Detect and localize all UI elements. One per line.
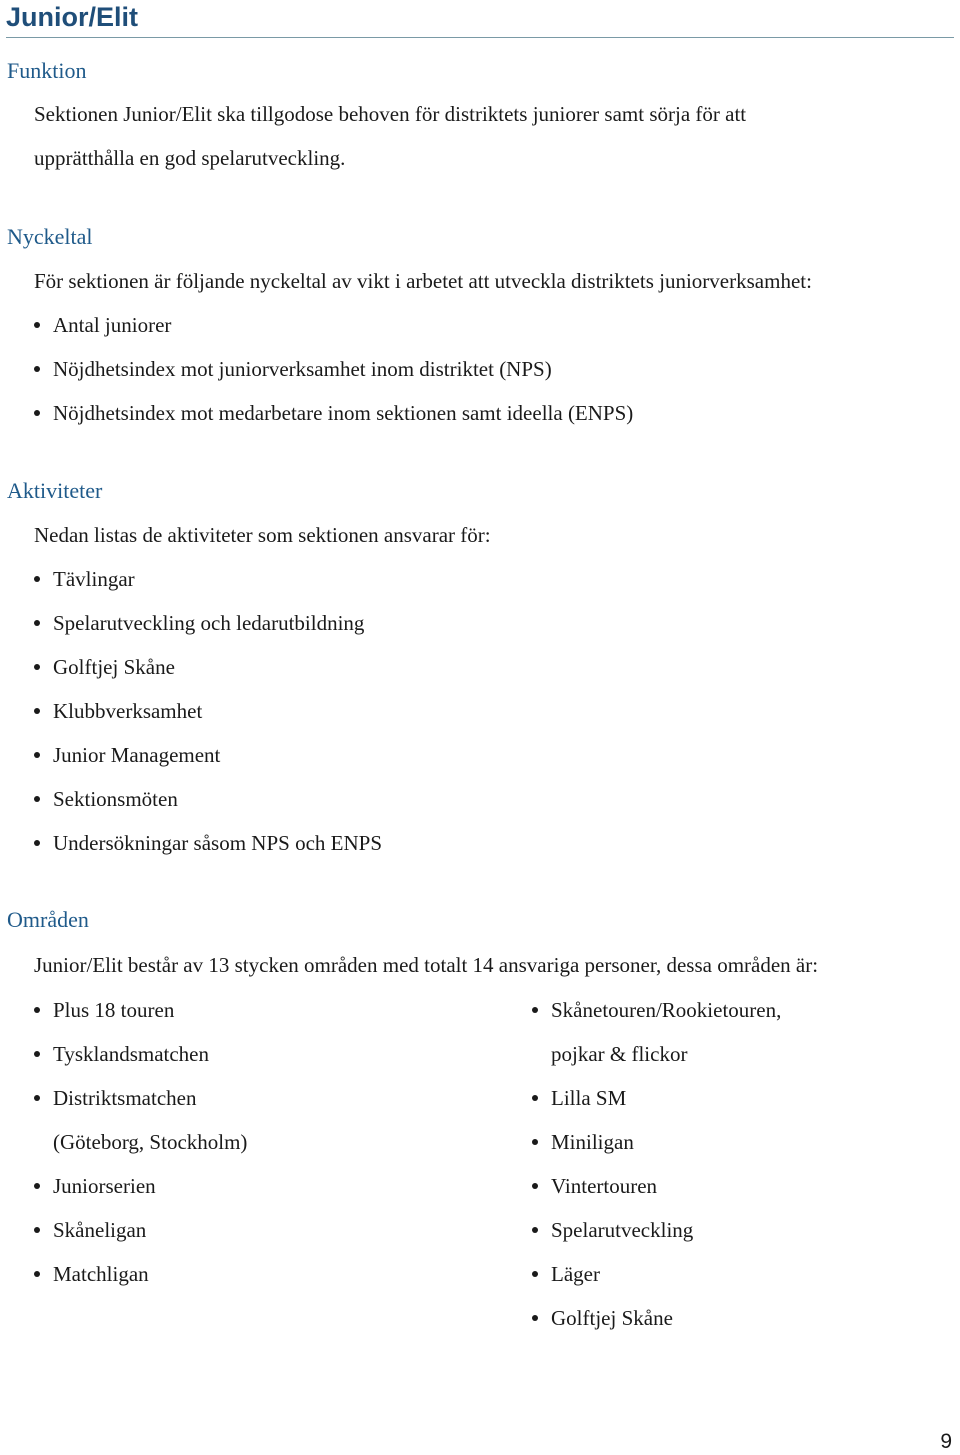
bullet-icon [34, 1227, 40, 1233]
bullet-icon [532, 1095, 538, 1101]
section-heading-aktiviteter: Aktiviteter [7, 478, 103, 503]
bullet-icon [532, 1271, 538, 1277]
aktiviteter-list [34, 557, 382, 865]
title-divider [6, 37, 954, 38]
list-item: Plus 18 touren [34, 988, 247, 1032]
aktiviteter-intro: Nedan listas de aktiviteter som sektionen ansvarar för: [34, 523, 491, 547]
bullet-icon [34, 322, 40, 328]
list-item: Vintertouren [532, 1164, 781, 1208]
page-number: 9 [940, 1430, 952, 1453]
list-item: Skånetouren/Rookietouren, [532, 988, 781, 1032]
list-item: Junior Management [34, 733, 382, 777]
list-item: Sektionsmöten [34, 777, 382, 821]
list-item: Nöjdhetsindex mot juniorverksamhet inom distriktet (NPS) [34, 347, 633, 391]
bullet-icon [34, 708, 40, 714]
bullet-icon [532, 1139, 538, 1145]
nyckeltal-list [34, 303, 633, 435]
bullet-icon [34, 410, 40, 416]
list-item-continuation: (Göteborg, Stockholm) [53, 1130, 248, 1154]
bullet-icon [34, 366, 40, 372]
list-item: Lilla SM [532, 1076, 781, 1120]
list-item: Miniligan [532, 1120, 781, 1164]
funktion-text-line-1: Sektionen Junior/Elit ska tillgodose behoven för distriktets juniorer samt sörja för att [34, 102, 747, 126]
omraden-intro: Junior/Elit består av 13 stycken områden med totalt 14 ansvariga personer, dessa områden är: [34, 953, 819, 977]
bullet-icon [34, 664, 40, 670]
section-heading-funktion: Funktion [7, 58, 87, 83]
list-item: Juniorserien [34, 1164, 247, 1208]
nyckeltal-intro: För sektionen är följande nyckeltal av vikt i arbetet att utveckla distriktets juniorverksamhet: [34, 269, 812, 293]
funktion-text-line-2: upprätthålla en god spelarutveckling. [34, 146, 346, 170]
omraden-list-left [34, 988, 247, 1296]
list-item: Antal juniorer [34, 303, 633, 347]
list-item-continuation: pojkar & flickor [551, 1042, 688, 1066]
list-item: Nöjdhetsindex mot medarbetare inom sektionen samt ideella (ENPS) [34, 391, 633, 435]
bullet-icon [34, 1051, 40, 1057]
bullet-icon [532, 1315, 538, 1321]
bullet-icon [532, 1007, 538, 1013]
section-heading-nyckeltal: Nyckeltal [7, 224, 93, 249]
bullet-icon [34, 840, 40, 846]
bullet-icon [532, 1227, 538, 1233]
list-item: Undersökningar såsom NPS och ENPS [34, 821, 382, 865]
list-item: Tysklandsmatchen [34, 1032, 247, 1076]
list-item: Golftjej Skåne [34, 645, 382, 689]
bullet-icon [34, 1007, 40, 1013]
bullet-icon [34, 796, 40, 802]
list-item: Distriktsmatchen [34, 1076, 247, 1120]
page-title: Junior/Elit [6, 2, 139, 32]
list-item: Läger [532, 1252, 781, 1296]
bullet-icon [34, 1095, 40, 1101]
bullet-icon [34, 1271, 40, 1277]
list-item: Spelarutveckling och ledarutbildning [34, 601, 382, 645]
list-item: Spelarutveckling [532, 1208, 781, 1252]
bullet-icon [34, 620, 40, 626]
list-item: Skåneligan [34, 1208, 247, 1252]
bullet-icon [34, 576, 40, 582]
bullet-icon [532, 1183, 538, 1189]
list-item: Golftjej Skåne [532, 1296, 781, 1340]
bullet-icon [34, 752, 40, 758]
list-item: Tävlingar [34, 557, 382, 601]
bullet-icon [34, 1183, 40, 1189]
omraden-list-right [532, 988, 781, 1340]
list-item: Matchligan [34, 1252, 247, 1296]
section-heading-omraden: Områden [7, 907, 89, 932]
list-item: Klubbverksamhet [34, 689, 382, 733]
